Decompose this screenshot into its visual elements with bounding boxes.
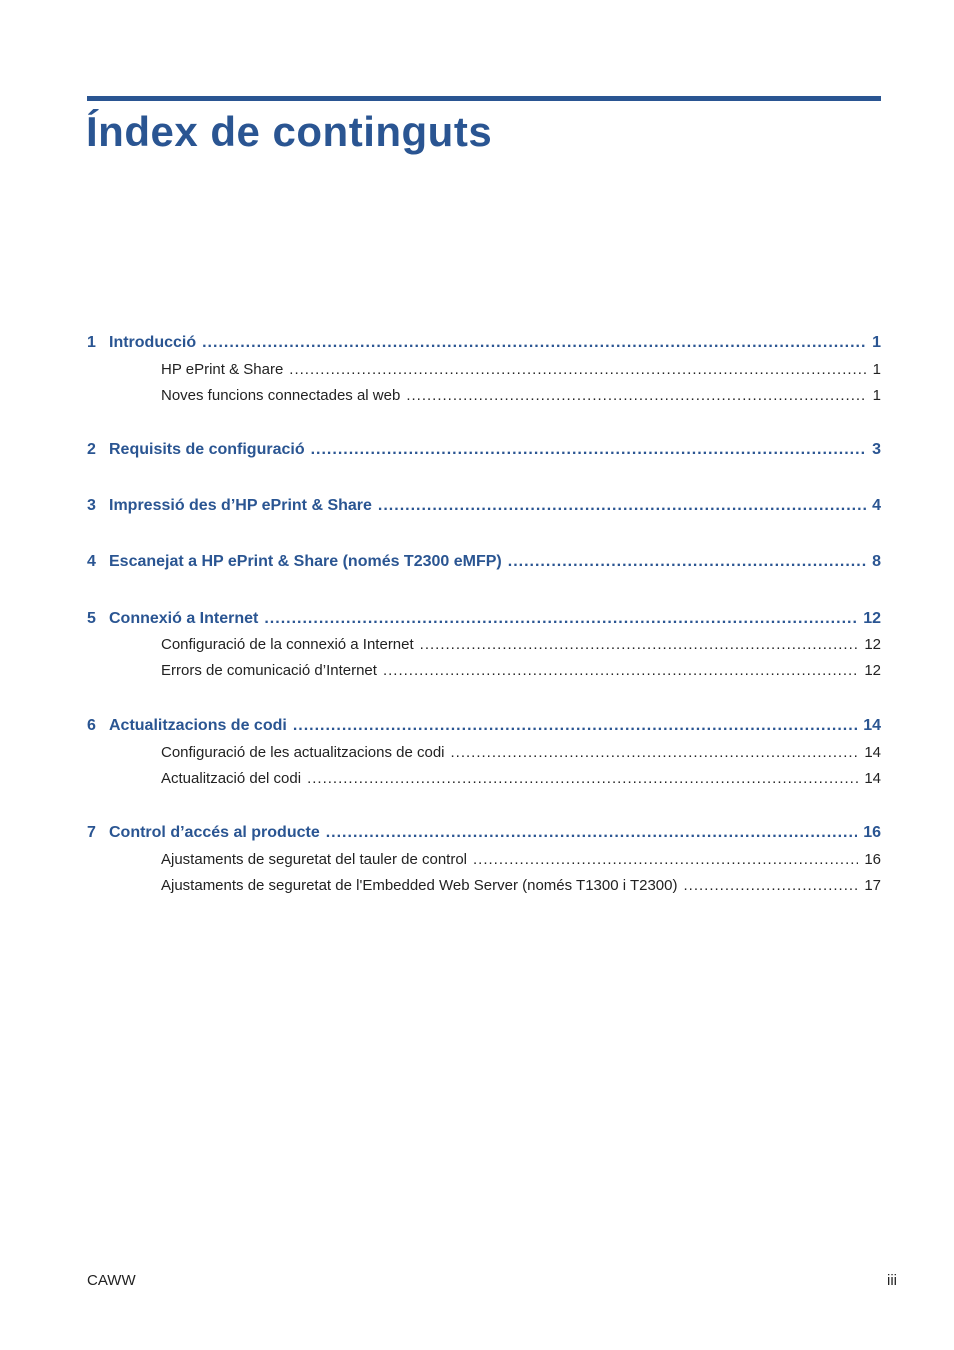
dot-leader (684, 877, 859, 894)
page-number: 14 (864, 770, 881, 787)
chapter-number: 2 (87, 441, 96, 458)
page-number: 12 (864, 662, 881, 679)
chapter-number: 5 (87, 610, 96, 627)
page-number: 1 (872, 361, 881, 378)
dot-leader (311, 441, 867, 459)
page-number: 14 (864, 744, 881, 761)
chapter-number: 1 (87, 334, 96, 351)
entry-title: Actualització del codi (161, 770, 302, 787)
entry-title: Actualitzacions de codi (109, 717, 287, 734)
dot-leader (451, 744, 859, 761)
dot-leader (508, 553, 866, 571)
page-number: 1 (872, 334, 881, 351)
entry-title: Connexió a Internet (109, 610, 259, 627)
entry-title: Errors de comunicació d’Internet (161, 662, 377, 679)
dot-leader (378, 497, 866, 515)
entry-title: Impressió des d’HP ePrint & Share (109, 497, 372, 514)
toc-section[interactable] (161, 744, 881, 766)
footer-left: CAWW (87, 1272, 136, 1289)
entry-title: Configuració de les actualitzacions de codi (161, 744, 445, 761)
page-title: Índex de continguts (86, 108, 493, 155)
page-number: 1 (872, 387, 881, 404)
toc-chapter-6[interactable] (87, 717, 881, 739)
entry-title: Control d’accés al producte (109, 824, 320, 841)
dot-leader (264, 610, 857, 628)
toc-section[interactable] (161, 851, 881, 873)
toc-chapter-4[interactable] (87, 553, 881, 575)
toc-section[interactable] (161, 770, 881, 792)
toc-chapter-3[interactable] (87, 497, 881, 519)
dot-leader (473, 851, 858, 868)
entry-title: Introducció (109, 334, 197, 351)
entry-title: HP ePrint & Share (161, 361, 284, 378)
entry-title: Configuració de la connexió a Internet (161, 636, 414, 653)
toc-section[interactable] (161, 387, 881, 409)
dot-leader (293, 717, 857, 735)
entry-title: Ajustaments de seguretat de l'Embedded Web Server (només T1300 i T2300) (161, 877, 678, 894)
dot-leader (420, 636, 859, 653)
chapter-number: 6 (87, 717, 96, 734)
page-number: 14 (863, 717, 881, 734)
page-number: 3 (872, 441, 881, 458)
entry-title: Escanejat a HP ePrint & Share (només T2300 eMFP) (109, 553, 502, 570)
dot-leader (406, 387, 866, 404)
toc-section[interactable] (161, 877, 881, 899)
chapter-number: 7 (87, 824, 96, 841)
entry-title: Noves funcions connectades al web (161, 387, 401, 404)
toc-section[interactable] (161, 662, 881, 684)
dot-leader (307, 770, 858, 787)
page-number: 16 (863, 824, 881, 841)
page-number: 16 (864, 851, 881, 868)
toc-chapter-1[interactable] (87, 334, 881, 356)
page-number: 17 (864, 877, 881, 894)
chapter-number: 3 (87, 497, 96, 514)
dot-leader (383, 662, 858, 679)
dot-leader (326, 824, 857, 842)
page-number: 12 (864, 636, 881, 653)
page-number: 4 (872, 497, 881, 514)
title-rule (87, 96, 881, 101)
page-number: 12 (863, 610, 881, 627)
footer-page-number: iii (887, 1272, 897, 1289)
toc-section[interactable] (161, 361, 881, 383)
dot-leader (202, 334, 866, 352)
page-number: 8 (872, 553, 881, 570)
entry-title: Requisits de configuració (109, 441, 305, 458)
toc-chapter-2[interactable] (87, 441, 881, 463)
dot-leader (289, 361, 866, 378)
entry-title: Ajustaments de seguretat del tauler de control (161, 851, 468, 868)
toc-chapter-7[interactable] (87, 824, 881, 846)
toc-section[interactable] (161, 636, 881, 658)
chapter-number: 4 (87, 553, 96, 570)
toc-chapter-5[interactable] (87, 610, 881, 632)
